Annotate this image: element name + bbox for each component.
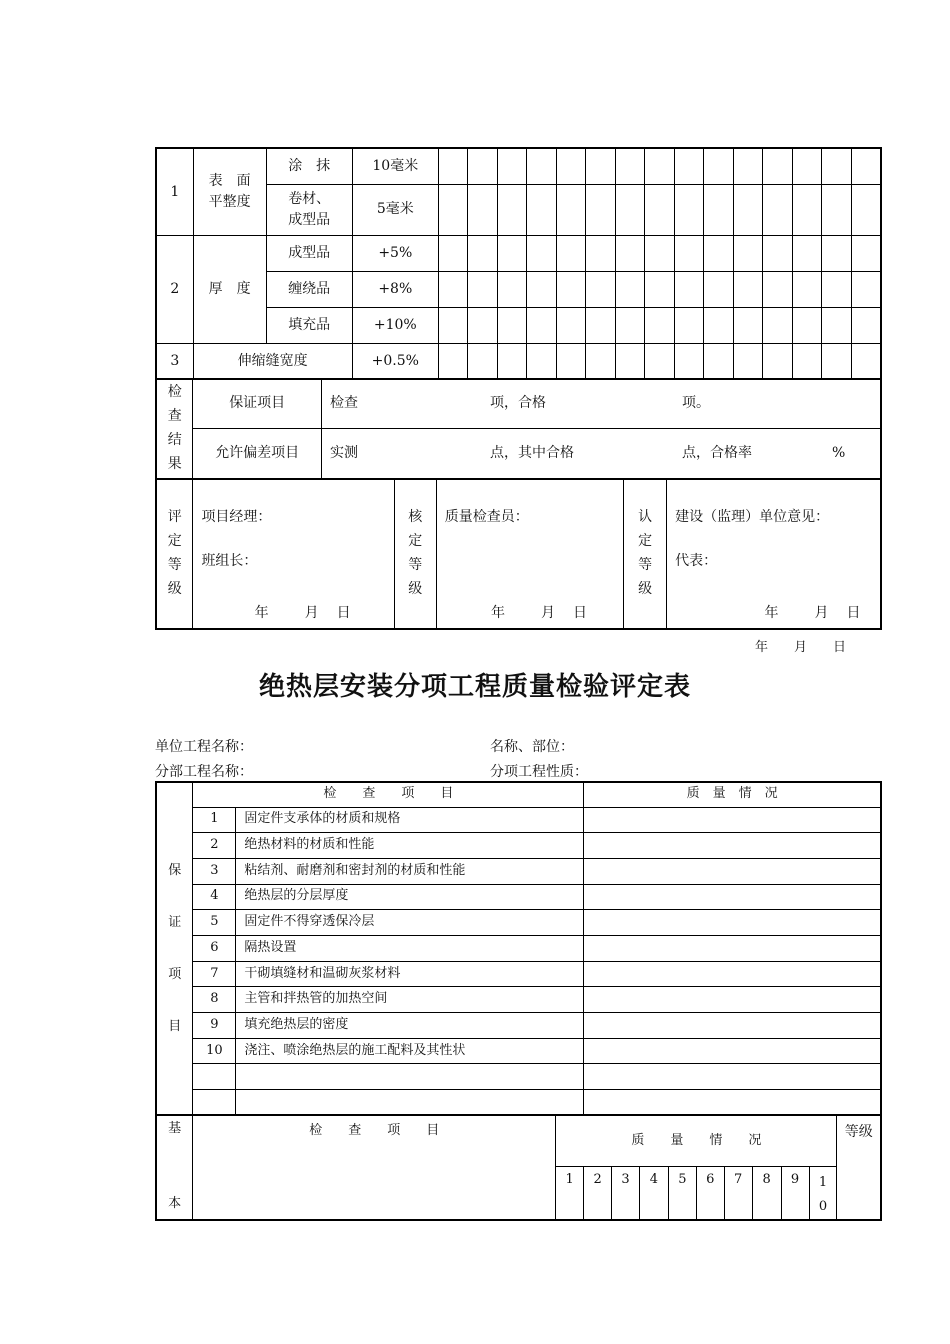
table-row <box>156 935 881 961</box>
table-cell <box>584 910 881 936</box>
table-cell: 绝热材料的材质和性能 <box>236 833 584 859</box>
table-cell: 9 <box>193 1013 236 1039</box>
row-no: 2 <box>156 235 193 343</box>
name-part-label: 名称、部位： <box>490 739 574 755</box>
table-cell <box>645 307 675 343</box>
table-cell <box>526 343 556 379</box>
table-cell: 隔热设置 <box>236 935 584 961</box>
table-cell <box>556 307 585 343</box>
table-cell: 填充绝热层的密度 <box>236 1013 584 1039</box>
table-cell <box>704 184 734 235</box>
table-cell <box>793 307 822 343</box>
table-cell <box>734 184 763 235</box>
table-cell <box>526 235 556 271</box>
table-cell <box>852 307 881 343</box>
table-cell <box>586 343 616 379</box>
sub-item: 成型品 <box>266 235 352 271</box>
table-cell <box>734 271 763 307</box>
table-cell <box>616 184 645 235</box>
table-cell <box>616 271 645 307</box>
check-label: 核定等级 <box>394 479 436 629</box>
table-row <box>156 1013 881 1039</box>
table-cell <box>822 343 852 379</box>
table-cell: 绝热层的分层厚度 <box>236 884 584 910</box>
footer-date: 年 月 日 <box>755 640 847 655</box>
basic-side-label: 基 本 <box>156 1116 193 1221</box>
basic-head-quality: 质 量 情 况 <box>556 1116 837 1167</box>
table-cell <box>645 235 675 271</box>
col-4: 4 <box>639 1167 668 1221</box>
table-cell <box>438 148 467 184</box>
table-cell <box>763 235 793 271</box>
inspector-label: 质量检查员： <box>444 509 529 525</box>
table-cell <box>497 235 526 271</box>
table-cell <box>675 184 704 235</box>
table-cell <box>526 307 556 343</box>
table-cell <box>704 271 734 307</box>
tolerance: +8% <box>352 271 438 307</box>
table-cell <box>438 343 467 379</box>
guarantee-table <box>155 781 882 1116</box>
table-cell <box>763 271 793 307</box>
sub-item: 卷材、 成型品 <box>266 184 352 235</box>
team-label: 班组长： <box>201 553 258 570</box>
rep-label: 代表： <box>675 553 718 570</box>
item-flatness: 表 面 平整度 <box>193 148 266 235</box>
table-cell <box>497 184 526 235</box>
table-cell <box>645 271 675 307</box>
date: 年 月 日 <box>490 605 587 622</box>
col-9: 9 <box>781 1167 809 1221</box>
table-cell <box>467 271 497 307</box>
table-row <box>156 858 881 884</box>
table-cell: 固定件不得穿透保冷层 <box>236 910 584 936</box>
table-cell <box>584 935 881 961</box>
table-cell <box>616 148 645 184</box>
table-cell <box>584 1038 881 1064</box>
table-cell <box>497 148 526 184</box>
confirm-label: 认定等级 <box>624 479 667 629</box>
table-cell <box>852 235 881 271</box>
table-cell <box>704 343 734 379</box>
tolerance: +0.5% <box>352 343 438 379</box>
table-cell <box>467 235 497 271</box>
guarantee-summary: 检查 项，合格 项。 <box>321 379 881 429</box>
table-row <box>156 987 881 1013</box>
table-cell <box>586 148 616 184</box>
table-cell <box>584 807 881 833</box>
table-cell <box>584 961 881 987</box>
page-title: 绝热层安装分项工程质量检验评定表 <box>258 672 691 702</box>
table-cell <box>236 1090 584 1116</box>
date: 年 月 日 <box>254 605 351 622</box>
table-cell <box>704 235 734 271</box>
table-cell <box>584 1064 881 1090</box>
row-no: 1 <box>156 148 193 235</box>
table-cell <box>586 235 616 271</box>
col-3: 3 <box>612 1167 640 1221</box>
tolerance-table <box>155 147 882 380</box>
table-cell <box>645 343 675 379</box>
table-row <box>156 833 881 859</box>
table-cell <box>734 235 763 271</box>
table-cell <box>852 271 881 307</box>
table-cell <box>675 343 704 379</box>
row-no: 3 <box>156 343 193 379</box>
table-cell <box>584 1013 881 1039</box>
table-cell: 主管和拌热管的加热空间 <box>236 987 584 1013</box>
table-cell <box>734 307 763 343</box>
sign-table <box>155 478 882 630</box>
table-cell <box>822 307 852 343</box>
basic-head-grade: 等级 <box>837 1116 881 1221</box>
table-cell <box>822 235 852 271</box>
table-cell <box>526 271 556 307</box>
owner-label: 建设（监理）单位意见： <box>675 509 830 525</box>
tolerance: +5% <box>352 235 438 271</box>
table-cell <box>793 184 822 235</box>
table-cell <box>822 271 852 307</box>
sub-project-label: 分部工程名称： <box>155 764 253 780</box>
date: 年 月 日 <box>764 605 861 622</box>
tolerance: 5毫米 <box>352 184 438 235</box>
table-cell <box>763 148 793 184</box>
sub-item: 缠绕品 <box>266 271 352 307</box>
table-cell <box>584 884 881 910</box>
table-cell <box>675 271 704 307</box>
tolerance: 10毫米 <box>352 148 438 184</box>
table-cell <box>584 858 881 884</box>
allow-summary: 实测 点，其中合格 点，合格率 % <box>321 429 881 479</box>
sub-item: 涂 抹 <box>266 148 352 184</box>
table-cell <box>467 307 497 343</box>
table-cell <box>763 343 793 379</box>
nature-label: 分项工程性质： <box>490 764 588 780</box>
table-cell <box>193 1064 236 1090</box>
table-cell <box>438 271 467 307</box>
table-row <box>156 807 881 833</box>
table-cell <box>822 148 852 184</box>
table-cell <box>497 307 526 343</box>
item-thickness: 厚 度 <box>193 235 266 343</box>
table-cell <box>438 184 467 235</box>
col-5: 5 <box>668 1167 696 1221</box>
table-cell <box>852 184 881 235</box>
table-cell <box>556 235 585 271</box>
table-row <box>156 1064 881 1090</box>
table-cell <box>236 1064 584 1090</box>
pm-label: 项目经理： <box>201 509 272 525</box>
table-cell: 8 <box>193 987 236 1013</box>
sub-item: 填充品 <box>266 307 352 343</box>
tolerance: +10% <box>352 307 438 343</box>
table-cell <box>584 833 881 859</box>
head-item: 检 查 项 目 <box>193 782 584 807</box>
table-cell <box>556 184 585 235</box>
col-6: 6 <box>696 1167 724 1221</box>
table-row <box>156 884 881 910</box>
table-cell <box>645 184 675 235</box>
table-cell <box>704 307 734 343</box>
guarantee-label: 保证项目 <box>193 379 322 429</box>
table-cell <box>584 987 881 1013</box>
table-cell <box>763 184 793 235</box>
table-cell <box>616 343 645 379</box>
table-cell: 2 <box>193 833 236 859</box>
table-cell <box>675 307 704 343</box>
table-cell <box>734 148 763 184</box>
table-cell <box>734 343 763 379</box>
table-cell <box>467 184 497 235</box>
table-cell <box>616 307 645 343</box>
table-cell <box>822 184 852 235</box>
table-cell <box>616 235 645 271</box>
table-cell <box>852 148 881 184</box>
table-cell: 5 <box>193 910 236 936</box>
table-cell <box>556 148 585 184</box>
basic-head-item: 检 查 项 目 <box>193 1116 556 1221</box>
unit-project-label: 单位工程名称： <box>155 739 253 755</box>
table-cell <box>526 148 556 184</box>
table-cell <box>675 148 704 184</box>
table-cell <box>193 1090 236 1116</box>
table-cell <box>793 343 822 379</box>
head-quality: 质 量 情 况 <box>584 782 881 807</box>
inspector-cell <box>436 479 623 629</box>
result-table <box>155 378 882 480</box>
table-cell: 7 <box>193 961 236 987</box>
pm-cell <box>193 479 394 629</box>
table-cell <box>704 148 734 184</box>
table-cell <box>586 271 616 307</box>
allow-label: 允许偏差项目 <box>193 429 322 479</box>
col-7: 7 <box>724 1167 752 1221</box>
table-cell <box>556 271 585 307</box>
table-cell: 3 <box>193 858 236 884</box>
col-10: 10 <box>809 1167 837 1221</box>
table-cell <box>586 184 616 235</box>
table-row <box>156 1090 881 1116</box>
table-cell <box>467 343 497 379</box>
guarantee-side-label: 保 证 项 目 <box>156 782 193 1115</box>
grade-label: 评定等级 <box>156 479 193 629</box>
table-cell <box>497 271 526 307</box>
table-cell: 10 <box>193 1038 236 1064</box>
table-cell <box>793 148 822 184</box>
table-cell <box>497 343 526 379</box>
table-cell: 粘结剂、耐磨剂和密封剂的材质和性能 <box>236 858 584 884</box>
table-cell <box>438 307 467 343</box>
table-cell <box>852 343 881 379</box>
owner-cell <box>667 479 881 629</box>
table-cell: 6 <box>193 935 236 961</box>
basic-table <box>155 1115 882 1221</box>
table-cell <box>584 1090 881 1116</box>
table-cell <box>763 307 793 343</box>
table-cell: 4 <box>193 884 236 910</box>
table-cell <box>438 235 467 271</box>
table-cell <box>556 343 585 379</box>
table-row <box>156 961 881 987</box>
table-cell <box>793 235 822 271</box>
table-cell <box>645 148 675 184</box>
table-cell: 浇注、喷涂绝热层的施工配料及其性状 <box>236 1038 584 1064</box>
table-row <box>156 910 881 936</box>
result-label: 检查结果 <box>156 379 193 479</box>
col-1: 1 <box>556 1167 584 1221</box>
table-cell <box>793 271 822 307</box>
col-8: 8 <box>752 1167 781 1221</box>
table-cell: 1 <box>193 807 236 833</box>
table-cell: 固定件支承体的材质和规格 <box>236 807 584 833</box>
table-cell <box>675 235 704 271</box>
table-cell <box>467 148 497 184</box>
col-2: 2 <box>584 1167 612 1221</box>
item-joint-width: 伸缩缝宽度 <box>193 343 352 379</box>
table-row <box>156 1038 881 1064</box>
table-cell <box>526 184 556 235</box>
table-cell: 干砌填缝材和温砌灰浆材料 <box>236 961 584 987</box>
table-cell <box>586 307 616 343</box>
